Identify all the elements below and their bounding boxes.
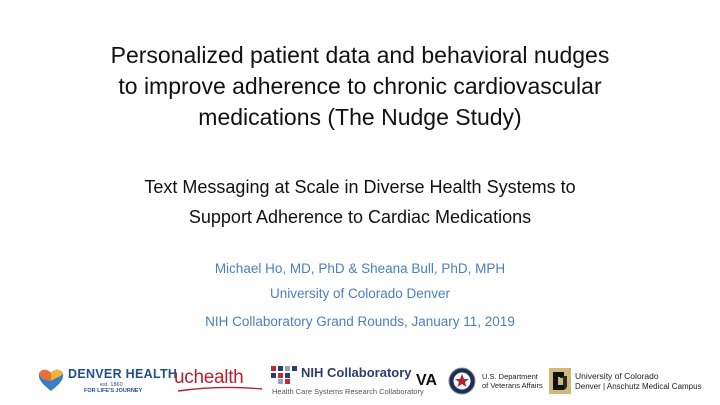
swoosh-icon [176, 386, 264, 394]
denver-health-logo [38, 366, 178, 396]
nih-squares-icon [271, 366, 297, 384]
nih-name: NIH Collaboratory [301, 365, 412, 380]
va-logo [416, 367, 544, 397]
va-line1: U.S. Department [482, 372, 538, 381]
subtitle-line: Support Adherence to Cardiac Medications [188, 207, 532, 227]
title-line: medications (The Nudge Study) [198, 104, 522, 130]
slide-title [40, 40, 680, 133]
va-abbr: VA [416, 372, 438, 389]
denver-health-est: est. 1860 [100, 382, 123, 388]
cu-line2: Denver | Anschutz Medical Campus [575, 382, 702, 391]
va-line2: of Veterans Affairs [482, 381, 543, 390]
denver-health-tagline: FOR LIFE'S JOURNEY [84, 388, 143, 394]
va-seal-icon [448, 367, 476, 395]
title-line: Personalized patient data and behavioral nudges [110, 42, 610, 68]
heart-icon [38, 368, 64, 392]
uchealth-logo [174, 367, 266, 393]
nih-collaboratory-logo [271, 364, 424, 400]
title-line: to improve adherence to chronic cardiovascular [118, 73, 602, 99]
cu-mark-icon [549, 368, 571, 394]
event-date: NIH Collaboratory Grand Rounds, January 11, 2019 [205, 314, 515, 329]
uchealth-name: uchealth [174, 367, 244, 388]
affiliation: University of Colorado Denver [269, 286, 451, 301]
nih-tagline: Health Care Systems Research Collaboratory [272, 387, 424, 396]
cu-denver-logo [549, 368, 719, 396]
authors: Michael Ho, MD, PhD & Sheana Bull, PhD, MPH [214, 261, 506, 276]
subtitle-line: Text Messaging at Scale in Diverse Health Systems to [144, 177, 576, 197]
denver-health-name: DENVER HEALTH [68, 367, 178, 381]
cu-line1: University of Colorado [575, 371, 659, 381]
